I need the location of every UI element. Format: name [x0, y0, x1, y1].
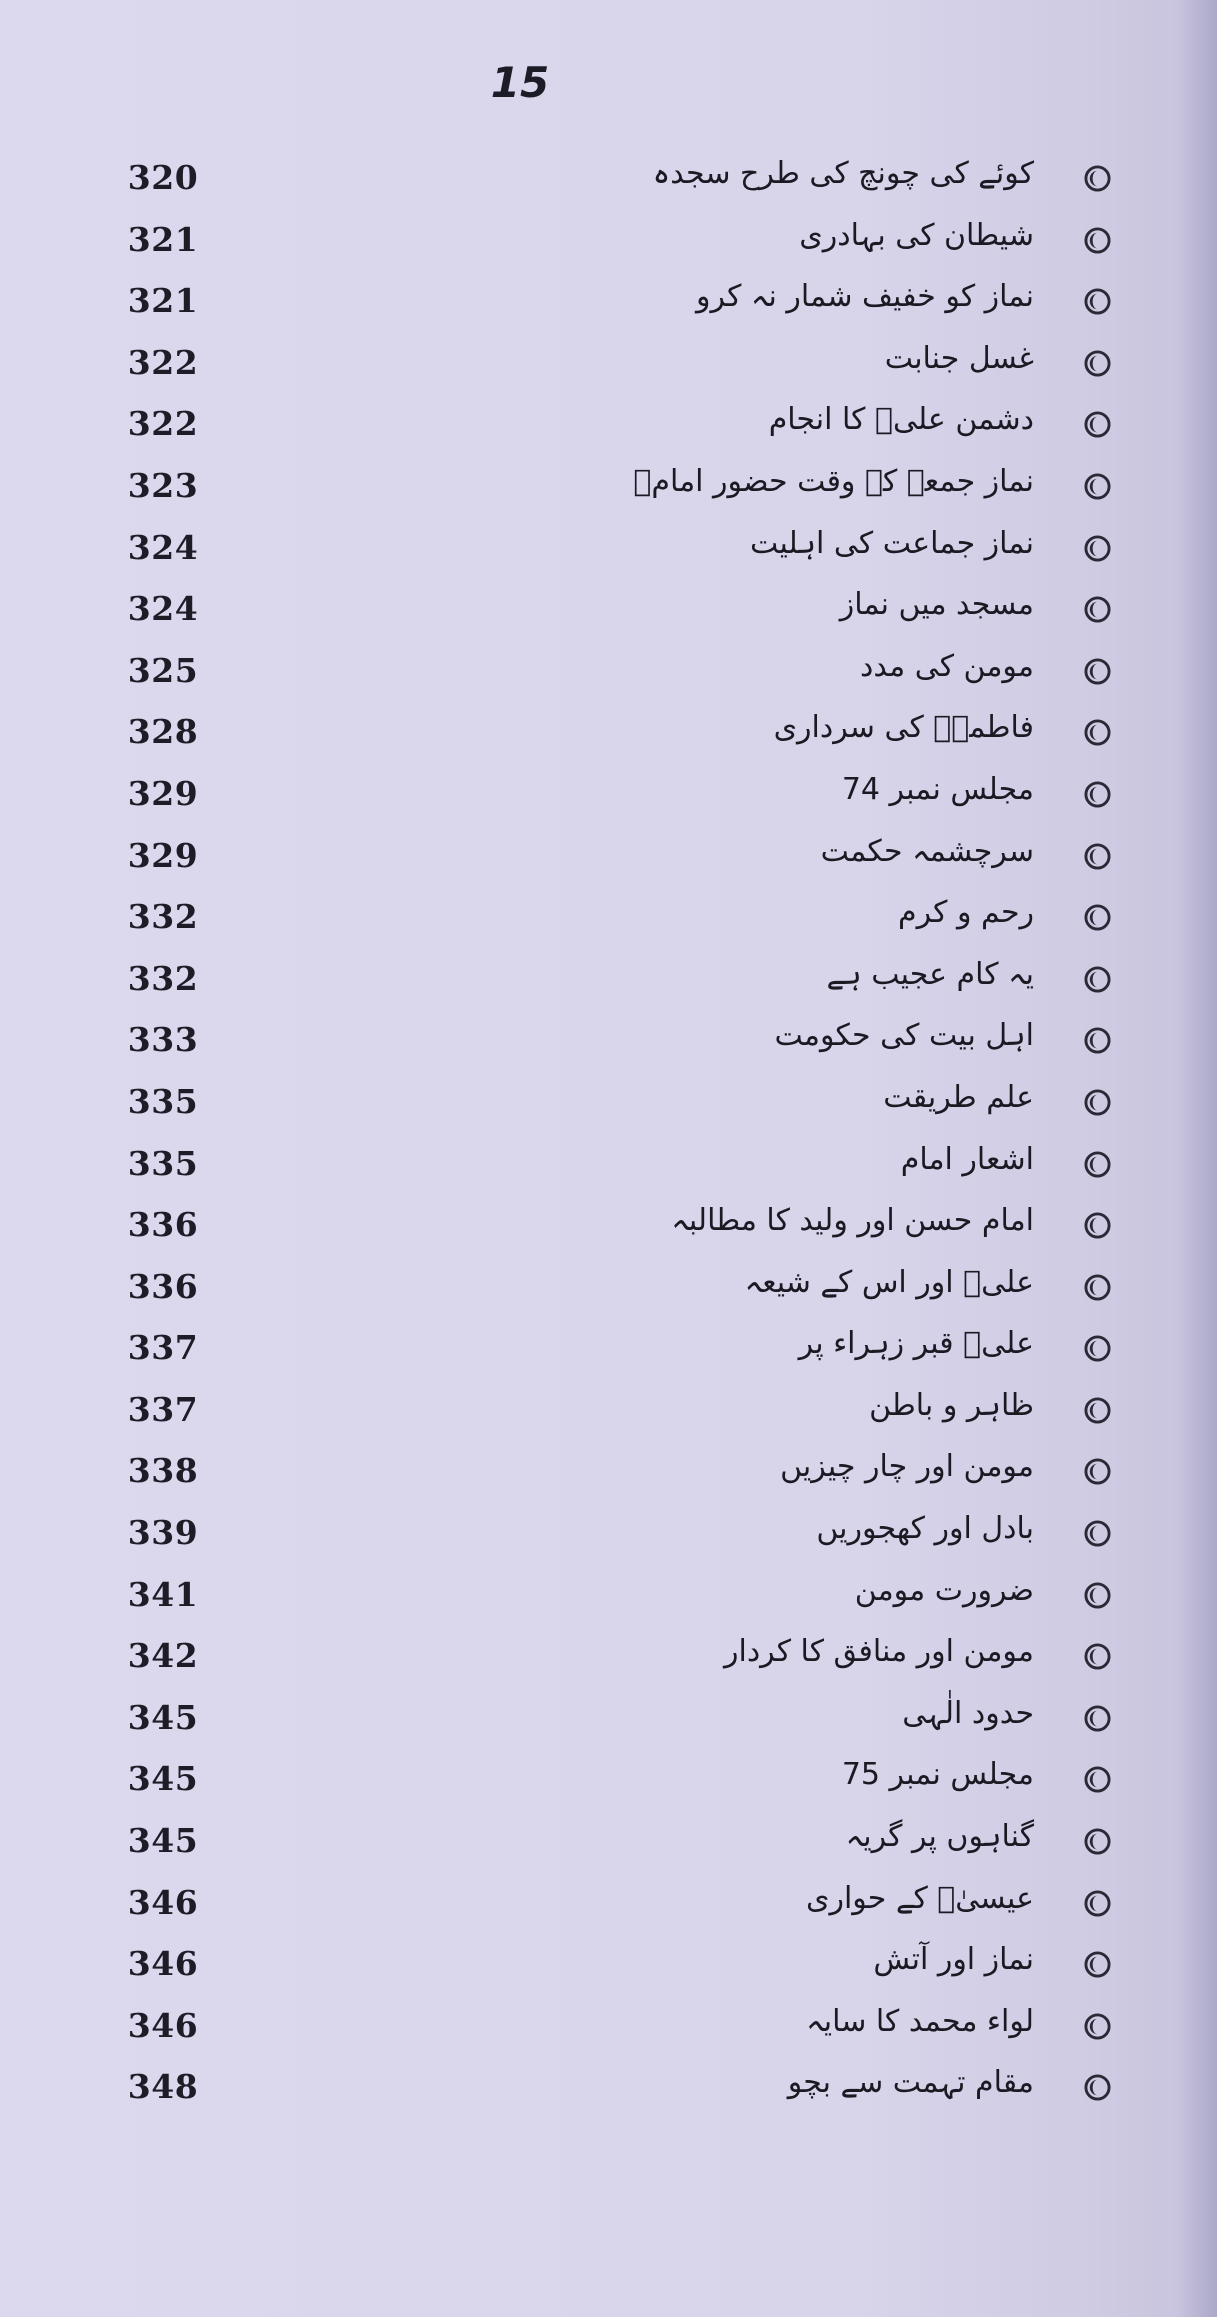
circle-bullet-icon	[1084, 904, 1111, 931]
toc-entry	[0, 1503, 1217, 1565]
entry-page-number: 335	[127, 1081, 199, 1121]
entry-title: مومن اور چار چیزیں	[780, 1449, 1034, 1485]
circle-bullet-icon	[1084, 165, 1111, 192]
circle-bullet-icon	[1084, 1027, 1111, 1054]
entry-title: یہ کام عجیب ہے	[826, 956, 1034, 992]
entry-page-number: 346	[127, 2005, 199, 2045]
entry-title: حدود الٰہی	[902, 1695, 1034, 1731]
toc-entry	[0, 1996, 1217, 2058]
circle-bullet-icon	[1084, 288, 1111, 315]
toc-entry	[0, 702, 1217, 764]
circle-bullet-icon	[1084, 1151, 1111, 1178]
entry-title: کوئے کی چونچ کی طرح سجدہ	[652, 156, 1034, 191]
entry-title: علم طریقت	[883, 1079, 1034, 1115]
circle-bullet-icon	[1084, 966, 1111, 993]
toc-entry	[0, 826, 1217, 888]
entry-page-number: 336	[127, 1205, 199, 1245]
entry-page-number: 335	[127, 1143, 199, 1183]
entry-title: شیطان کی بہادری	[799, 217, 1034, 253]
entry-page-number: 332	[127, 958, 199, 998]
toc-entry	[0, 518, 1217, 580]
entry-page-number: 337	[127, 1389, 199, 1429]
circle-bullet-icon	[1084, 781, 1111, 808]
toc-entry	[0, 579, 1217, 641]
entry-title: مقام تہمت سے بچو	[787, 2065, 1034, 2101]
entry-title: بادل اور کھجوریں	[816, 1511, 1034, 1547]
toc-entry	[0, 1441, 1217, 1503]
circle-bullet-icon	[1084, 843, 1111, 870]
entry-page-number: 345	[127, 1821, 199, 1861]
entry-title: امام حسن اور ولید کا مطالبہ	[671, 1203, 1034, 1239]
circle-bullet-icon	[1084, 473, 1111, 500]
entry-title: اہل بیت کی حکومت	[774, 1018, 1034, 1054]
circle-bullet-icon	[1084, 1890, 1111, 1917]
toc-entry	[0, 1380, 1217, 1442]
entry-title: لواء محمد کا سایہ	[806, 2003, 1034, 2039]
entry-page-number: 346	[127, 1882, 199, 1922]
circle-bullet-icon	[1084, 1951, 1111, 1978]
toc-entry	[0, 1134, 1217, 1196]
toc-entry	[0, 949, 1217, 1011]
circle-bullet-icon	[1084, 350, 1111, 377]
entry-title: مجلس نمبر 75	[841, 1757, 1034, 1793]
toc-entry	[0, 148, 1217, 210]
toc-entry	[0, 641, 1217, 703]
entry-page-number: 345	[127, 1697, 199, 1737]
toc-entry	[0, 1873, 1217, 1935]
circle-bullet-icon	[1084, 1828, 1111, 1855]
entry-page-number: 322	[127, 342, 199, 382]
entry-title: دشمن علیؑ کا انجام	[768, 402, 1034, 438]
circle-bullet-icon	[1084, 411, 1111, 438]
toc-entry	[0, 887, 1217, 949]
entry-page-number: 329	[127, 773, 199, 813]
entry-page-number: 338	[127, 1451, 199, 1491]
entry-title: گناہوں پر گریہ	[845, 1819, 1034, 1855]
entry-page-number: 325	[127, 650, 199, 690]
entry-title: عیسیٰؑ کے حواری	[805, 1880, 1034, 1916]
entry-title: ضرورت مومن	[854, 1572, 1034, 1608]
circle-bullet-icon	[1084, 1458, 1111, 1485]
toc-entry	[0, 1626, 1217, 1688]
entry-title: مجلس نمبر 74	[841, 771, 1034, 807]
circle-bullet-icon	[1084, 1582, 1111, 1609]
toc-entry	[0, 210, 1217, 272]
entry-title: ظاہر و باطن	[869, 1387, 1034, 1423]
toc-entry	[0, 1934, 1217, 1996]
entry-title: اشعار امام	[900, 1141, 1034, 1177]
entry-title: علیؑ قبر زہراء پر	[798, 1326, 1034, 1362]
circle-bullet-icon	[1084, 1335, 1111, 1362]
toc-entry	[0, 1749, 1217, 1811]
circle-bullet-icon	[1084, 2074, 1111, 2101]
circle-bullet-icon	[1084, 1212, 1111, 1239]
circle-bullet-icon	[1084, 535, 1111, 562]
toc-entry	[0, 333, 1217, 395]
entry-title: فاطمہؑ کی سرداری	[773, 710, 1034, 746]
entry-page-number: 320	[127, 158, 199, 197]
toc-entry	[0, 2057, 1217, 2119]
entry-page-number: 341	[127, 1574, 199, 1614]
entry-page-number: 332	[127, 897, 199, 937]
entry-page-number: 348	[127, 2067, 199, 2107]
entry-title: سرچشمہ حکمت	[820, 833, 1034, 869]
entry-title: نماز اور آتش	[873, 1942, 1034, 1978]
entry-page-number: 321	[127, 281, 199, 321]
entry-title: علیؑ اور اس کے شیعہ	[744, 1264, 1034, 1300]
circle-bullet-icon	[1084, 1397, 1111, 1424]
entry-page-number: 336	[127, 1266, 199, 1306]
toc-entry	[0, 1565, 1217, 1627]
entry-page-number: 345	[127, 1759, 199, 1799]
toc-entry	[0, 1811, 1217, 1873]
circle-bullet-icon	[1084, 596, 1111, 623]
entry-page-number: 324	[127, 527, 199, 567]
circle-bullet-icon	[1084, 2013, 1111, 2040]
entry-title: غسل جنابت	[884, 340, 1034, 376]
toc-entry	[0, 394, 1217, 456]
toc-entry	[0, 271, 1217, 333]
entry-page-number: 342	[127, 1636, 199, 1676]
toc-entry	[0, 456, 1217, 518]
circle-bullet-icon	[1084, 1643, 1111, 1670]
toc-entry	[0, 1195, 1217, 1257]
entry-page-number: 329	[127, 835, 199, 875]
circle-bullet-icon	[1084, 1089, 1111, 1116]
toc-entry	[0, 1010, 1217, 1072]
entry-title: مومن کی مدد	[859, 648, 1034, 684]
entry-title: مسجد میں نماز	[839, 587, 1034, 623]
circle-bullet-icon	[1084, 1274, 1111, 1301]
entry-page-number: 346	[127, 1944, 199, 1984]
circle-bullet-icon	[1084, 719, 1111, 746]
circle-bullet-icon	[1084, 1766, 1111, 1793]
circle-bullet-icon	[1084, 658, 1111, 685]
entry-title: رحم و کرم	[898, 895, 1034, 931]
entry-title: نماز جماعت کی اہلیت	[750, 525, 1034, 561]
circle-bullet-icon	[1084, 227, 1111, 254]
circle-bullet-icon	[1084, 1705, 1111, 1732]
entry-page-number: 333	[127, 1020, 199, 1060]
entry-page-number: 323	[127, 465, 199, 505]
entry-title: نماز جمعہ کے وقت حضور امامؑ	[633, 463, 1034, 499]
page-number: 15	[490, 58, 550, 107]
entry-page-number: 339	[127, 1513, 199, 1553]
toc-entry	[0, 1318, 1217, 1380]
entry-title: مومن اور منافق کا کردار	[724, 1634, 1034, 1670]
entry-page-number: 324	[127, 589, 199, 629]
entry-page-number: 321	[127, 219, 199, 259]
entry-page-number: 337	[127, 1328, 199, 1368]
entry-page-number: 328	[127, 712, 199, 752]
toc-entry	[0, 1688, 1217, 1750]
toc-entry	[0, 764, 1217, 826]
toc-entry	[0, 1072, 1217, 1134]
table-of-contents	[0, 148, 1217, 2119]
circle-bullet-icon	[1084, 1520, 1111, 1547]
toc-entry	[0, 1257, 1217, 1319]
entry-title: نماز کو خفیف شمار نہ کرو	[696, 279, 1034, 315]
entry-page-number: 322	[127, 404, 199, 444]
